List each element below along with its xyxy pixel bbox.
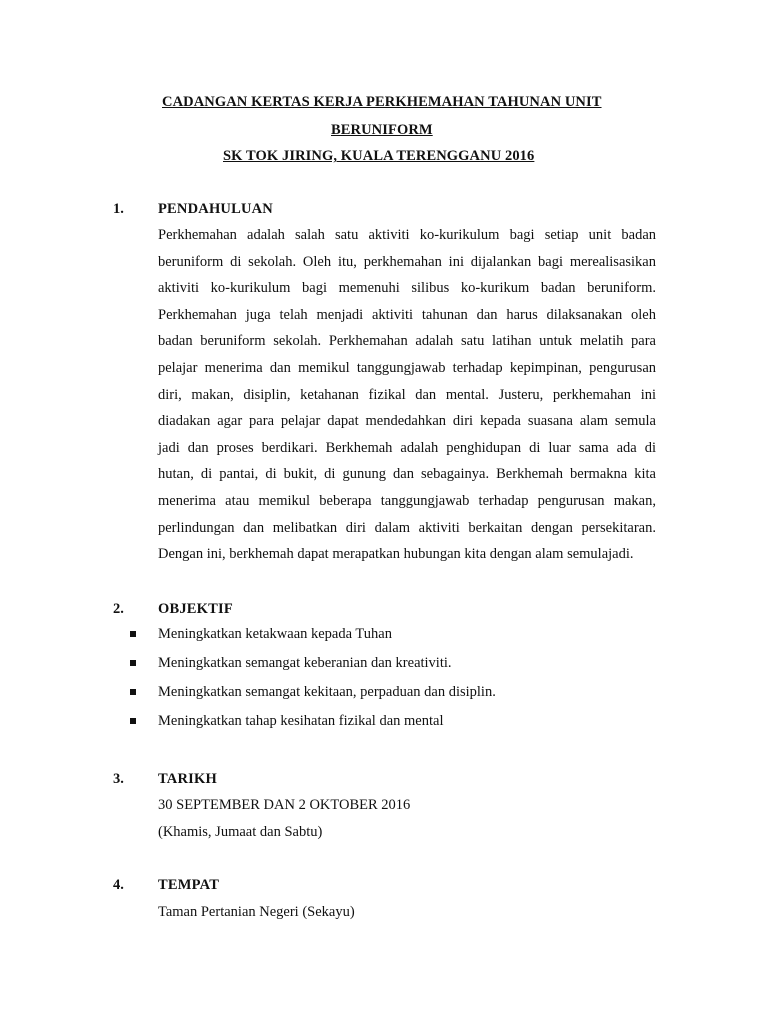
list-item-text: Meningkatkan ketakwaan kepada Tuhan — [158, 626, 392, 642]
section-number: 2. — [113, 601, 124, 617]
section-number: 4. — [113, 877, 124, 893]
square-bullet-icon — [130, 718, 136, 724]
document-title-line-1: CADANGAN KERTAS KERJA PERKHEMAHAN TAHUNAN UNIT — [162, 94, 602, 110]
square-bullet-icon — [130, 660, 136, 666]
section-number: 3. — [113, 771, 124, 787]
section-paragraph-pendahuluan — [158, 222, 656, 568]
date-text: 30 SEPTEMBER DAN 2 OKTOBER 2016 — [158, 797, 411, 813]
paragraph-line: badan beruniform sekolah. Perkhemahan adalah satu latihan untuk melatih para — [158, 333, 656, 350]
paragraph-line: pelajar menerima dan memikul tanggungjawab terhadap kepimpinan, pengurusan — [158, 359, 656, 376]
paragraph-line: beruniform di sekolah. Oleh itu, perkhemahan ini dijalankan bagi merealisasikan — [158, 253, 656, 270]
location-text: Taman Pertanian Negeri (Sekayu) — [158, 904, 355, 920]
paragraph-line: Dengan ini, berkhemah dapat merapatkan hubungan kita dengan alam semulajadi. — [158, 546, 634, 563]
paragraph-line: perlindungan dan melibatkan diri dalam aktiviti berkaitan dengan persekitaran. — [158, 519, 656, 536]
section-heading-tarikh: TARIKH — [158, 771, 217, 787]
paragraph-line: menerima atau memikul beberapa tanggungjawab terhadap pengurusan makan, — [158, 492, 656, 509]
days-text: (Khamis, Jumaat dan Sabtu) — [158, 824, 323, 840]
paragraph-line: hutan, di pantai, di bukit, di gunung dan sebagainya. Berkhemah bermakna kita — [158, 466, 656, 483]
list-item-text: Meningkatkan semangat kekitaan, perpaduan dan disiplin. — [158, 684, 496, 700]
paragraph-line: diadakan agar para pelajar dapat mendedahkan diri kepada suasana alam semula — [158, 413, 656, 430]
paragraph-line: jadi dan proses berdikari. Berkhemah adalah penghidupan di luar sama ada di — [158, 439, 656, 456]
square-bullet-icon — [130, 631, 136, 637]
paragraph-line: diri, makan, disiplin, ketahanan fizikal dan mental. Justeru, perkhemahan ini — [158, 386, 656, 403]
paragraph-line: aktiviti ko-kurikulum bagi memenuhi silibus ko-kurikum badan beruniform. — [158, 280, 656, 297]
list-item-text: Meningkatkan tahap kesihatan fizikal dan mental — [158, 713, 444, 729]
document-title-line-2: BERUNIFORM — [331, 122, 433, 138]
section-heading-tempat: TEMPAT — [158, 877, 220, 893]
section-heading-objektif: OBJEKTIF — [158, 601, 233, 617]
paragraph-line: Perkhemahan juga telah menjadi aktiviti tahunan dan harus dilaksanakan oleh — [158, 306, 656, 323]
section-number: 1. — [113, 201, 124, 217]
square-bullet-icon — [130, 689, 136, 695]
document-title-line-3: SK TOK JIRING, KUALA TERENGGANU 2016 — [223, 148, 535, 164]
section-heading-pendahuluan: PENDAHULUAN — [158, 201, 273, 217]
paragraph-line: Perkhemahan adalah salah satu aktiviti ko-kurikulum bagi setiap unit badan — [158, 227, 656, 243]
list-item-text: Meningkatkan semangat keberanian dan kreativiti. — [158, 655, 452, 671]
